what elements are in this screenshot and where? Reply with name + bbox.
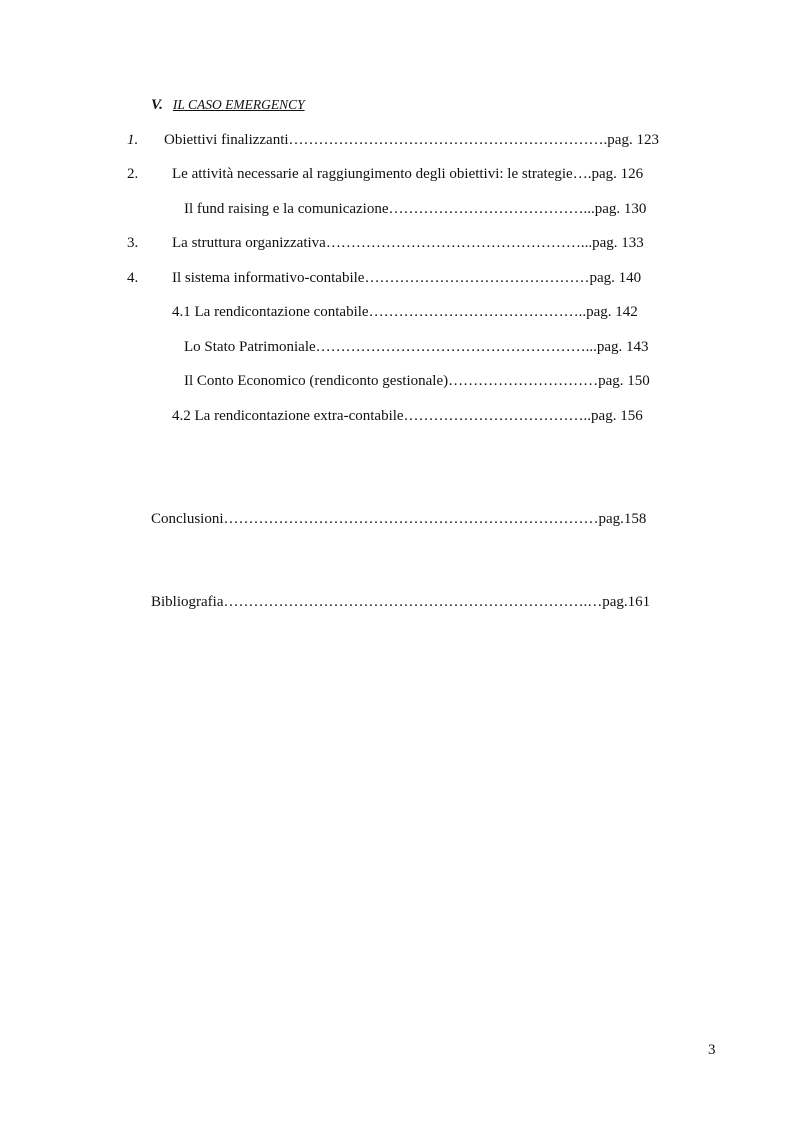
- toc-entry-number: 3.: [127, 235, 139, 251]
- toc-entry-sistema-informativo[interactable]: Il sistema informativo-contabile………………………………………pag. 140: [172, 270, 642, 286]
- toc-entry-conclusioni[interactable]: Conclusioni…………………………………………………………………pag.158: [151, 511, 647, 527]
- toc-entry-number: 4.: [127, 270, 139, 286]
- toc-entry-number: 1.: [127, 132, 139, 148]
- toc-entry-stato-patrimoniale[interactable]: Lo Stato Patrimoniale………………………………………………...pag. 143: [184, 339, 649, 355]
- toc-entry-bibliografia[interactable]: Bibliografia……………………………………………………………….…pag.161: [151, 594, 651, 610]
- toc-entry-conto-economico[interactable]: Il Conto Economico (rendiconto gestionale)…………………………pag. 150: [184, 373, 650, 389]
- chapter-heading: [151, 96, 305, 114]
- toc-entry-strategie[interactable]: Le attività necessarie al raggiungimento degli obiettivi: le strategie….pag. 126: [172, 166, 644, 182]
- page-number: 3: [708, 1042, 716, 1058]
- toc-entry-fund-raising[interactable]: Il fund raising e la comunicazione…………………………………...pag. 130: [184, 201, 647, 217]
- toc-entry-obiettivi[interactable]: Obiettivi finalizzanti……………………………………………………….pag. 123: [164, 132, 659, 148]
- toc-entry-number: 2.: [127, 166, 139, 182]
- toc-entry-rendicontazione-contabile[interactable]: 4.1 La rendicontazione contabile……………………………………..pag. 142: [172, 304, 638, 320]
- chapter-title: IL CASO EMERGENCY: [172, 97, 305, 112]
- toc-entry-struttura[interactable]: La struttura organizzativa……………………………………………...pag. 133: [172, 235, 644, 251]
- chapter-roman-numeral: V.: [151, 97, 163, 113]
- toc-entry-rendicontazione-extra-contabile[interactable]: 4.2 La rendicontazione extra-contabile………………………………..pag. 156: [172, 408, 643, 424]
